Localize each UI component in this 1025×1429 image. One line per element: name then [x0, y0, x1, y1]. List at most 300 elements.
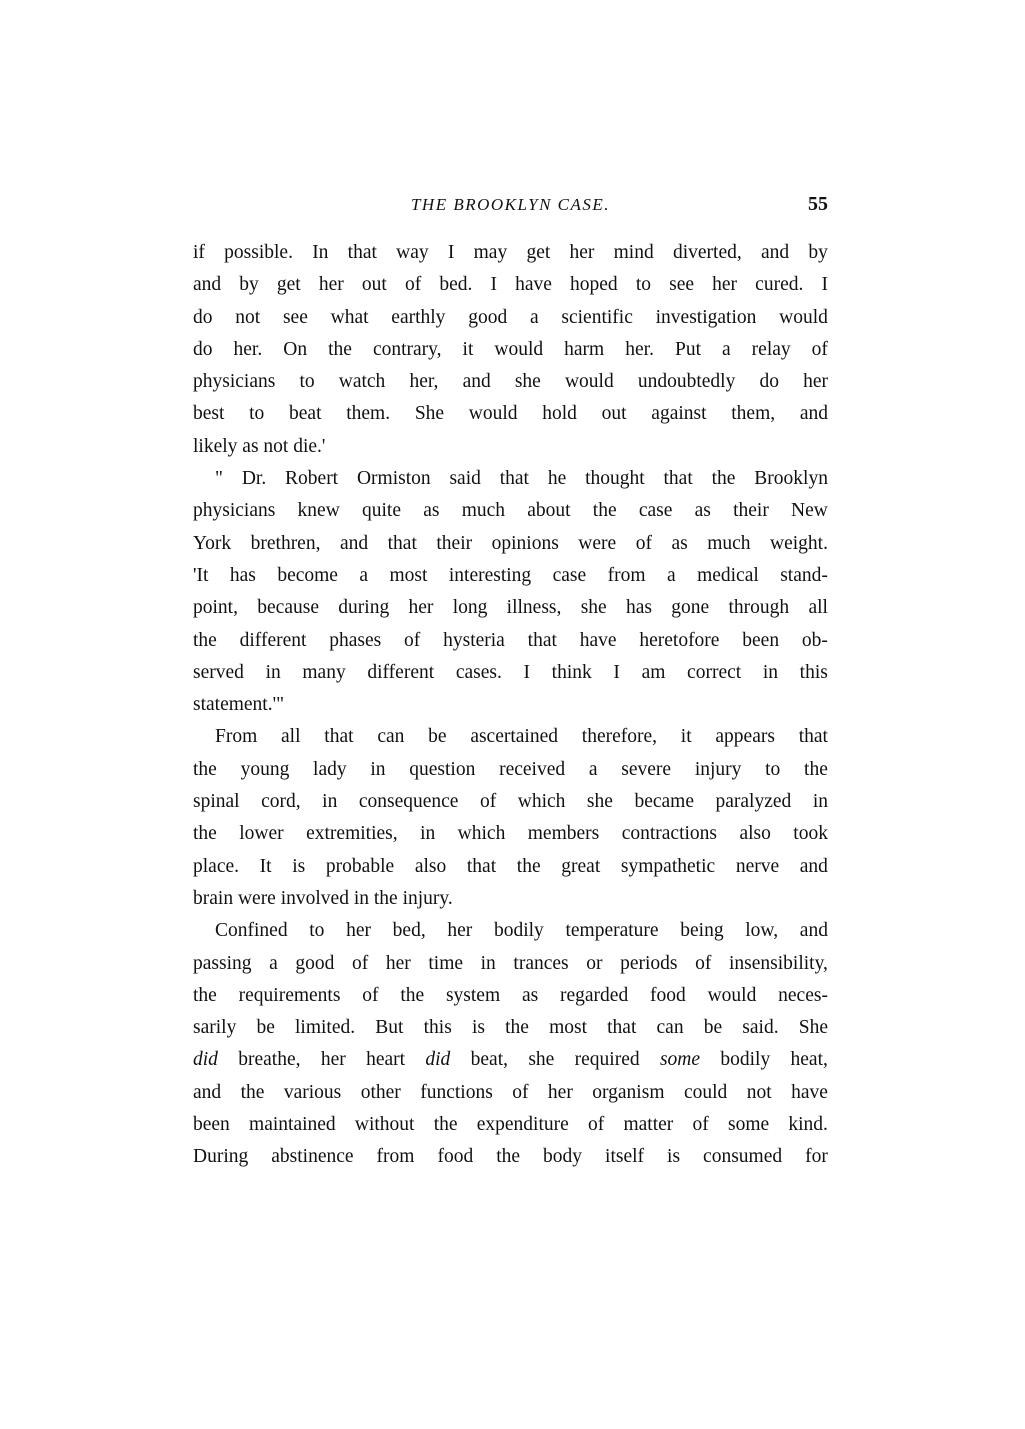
word: brain: [193, 887, 238, 909]
word: said: [449, 468, 481, 490]
word: see: [669, 274, 695, 296]
word: from: [376, 1146, 415, 1168]
word: her: [320, 1049, 346, 1071]
word: some: [727, 1114, 770, 1136]
word: also: [739, 823, 771, 845]
word: which: [457, 823, 506, 845]
word: sarily: [193, 1017, 237, 1039]
word: heat,: [790, 1049, 828, 1071]
word: can: [377, 726, 405, 748]
word: because: [257, 597, 319, 619]
word: to: [765, 758, 781, 780]
word: and: [760, 242, 790, 263]
word: have: [579, 629, 617, 651]
word: in: [370, 758, 386, 780]
word: body: [543, 1146, 583, 1168]
text-line: [193, 592, 828, 624]
word: contrary,: [372, 338, 442, 360]
word: lady: [313, 758, 347, 780]
word: that: [324, 726, 354, 748]
word: received: [499, 758, 566, 780]
word: do: [759, 371, 779, 393]
word: much: [461, 500, 506, 522]
word: good: [295, 952, 335, 974]
page-number: 55: [808, 193, 828, 215]
text-line: [193, 366, 828, 398]
word: injury.: [402, 887, 453, 909]
word: that: [607, 1017, 637, 1039]
word: of: [479, 791, 497, 813]
word: been: [193, 1114, 230, 1136]
word: ": [215, 468, 223, 490]
word: did: [425, 1049, 451, 1071]
word: a: [269, 952, 278, 974]
word: as: [694, 500, 711, 522]
word: in: [480, 952, 496, 974]
word: that: [387, 532, 417, 554]
running-title: THE BROOKLYN CASE.: [410, 195, 611, 214]
word: of: [635, 532, 652, 554]
word: that: [466, 855, 497, 877]
text-line: [193, 1044, 828, 1076]
word: the: [592, 500, 617, 522]
word: phases: [329, 629, 382, 651]
word: she: [528, 1049, 555, 1071]
word: abstinence: [271, 1146, 354, 1168]
text-line: [193, 463, 828, 495]
word: do: [193, 338, 213, 360]
text-line: [193, 528, 828, 560]
word: some: [659, 1049, 701, 1071]
word: different: [239, 629, 307, 651]
word: temperature: [565, 920, 659, 942]
word: be: [703, 1017, 723, 1039]
text-line: [193, 237, 828, 269]
word: organism: [592, 1081, 665, 1103]
word: the: [496, 1146, 521, 1168]
word: required: [574, 1049, 640, 1071]
word: the: [240, 1081, 265, 1103]
word: what: [330, 306, 369, 328]
word: of: [362, 984, 379, 1006]
word: of: [512, 1081, 529, 1103]
word: as: [521, 984, 539, 1006]
word: diverted,: [672, 242, 742, 263]
word: did: [193, 1049, 218, 1071]
word: been: [742, 629, 780, 651]
word: I: [490, 274, 497, 296]
word: if: [193, 242, 205, 263]
word: that: [527, 629, 557, 651]
word: to: [299, 371, 315, 393]
word: die.': [293, 435, 326, 457]
word: Put: [674, 338, 701, 360]
word: undoubtedly: [637, 371, 736, 393]
word: also: [414, 855, 447, 877]
word: their: [733, 500, 769, 522]
word: of: [404, 629, 421, 651]
word: mind: [613, 242, 654, 263]
text-line: [193, 818, 828, 850]
word: am: [641, 661, 666, 683]
word: it: [680, 726, 692, 748]
word: she: [580, 597, 607, 619]
word: contractions: [621, 823, 717, 845]
word: time: [428, 952, 464, 974]
word: a: [529, 306, 539, 328]
word: Robert: [285, 468, 339, 490]
word: lower: [239, 823, 284, 845]
word: her: [385, 952, 411, 974]
word: became: [634, 791, 694, 813]
word: great: [561, 855, 601, 877]
word: and: [193, 274, 222, 296]
word: From: [215, 726, 258, 748]
word: neces-: [778, 984, 828, 1006]
word: of: [404, 274, 422, 296]
word: point,: [193, 597, 238, 619]
word: the: [193, 984, 217, 1006]
word: quite: [362, 500, 402, 522]
word: Confined: [215, 920, 288, 942]
word: way: [396, 242, 429, 263]
word: matter: [623, 1114, 674, 1136]
text-line: [193, 915, 828, 947]
word: not: [746, 1081, 772, 1103]
word: or: [586, 952, 603, 974]
word: during: [338, 597, 390, 619]
word: trances: [513, 952, 569, 974]
word: and: [799, 403, 828, 425]
word: most: [549, 1017, 587, 1039]
word: be: [256, 1017, 275, 1039]
text-line: [193, 948, 828, 980]
word: heart: [366, 1049, 406, 1071]
word: She: [798, 1017, 828, 1039]
word: the: [804, 758, 828, 780]
word: in: [353, 887, 374, 909]
word: But: [375, 1017, 404, 1039]
word: cord,: [261, 791, 301, 813]
word: much: [707, 532, 751, 554]
word: not: [263, 435, 294, 457]
word: injury: [694, 758, 742, 780]
word: therefore,: [581, 726, 658, 748]
word: consequence: [358, 791, 459, 813]
word: has: [229, 564, 256, 586]
word: opinions: [491, 532, 559, 554]
word: weight.: [770, 532, 828, 554]
text-line: [193, 560, 828, 592]
word: in: [812, 791, 828, 813]
word: is: [667, 1146, 681, 1168]
word: case: [638, 500, 673, 522]
word: be: [428, 726, 447, 748]
word: spinal: [193, 791, 240, 813]
word: regarded: [560, 984, 629, 1006]
word: I: [613, 661, 620, 683]
word: York: [193, 532, 232, 554]
word: her: [803, 371, 828, 393]
word: gone: [671, 597, 710, 619]
word: system: [445, 984, 501, 1006]
word: her: [318, 274, 344, 296]
word: may: [473, 242, 508, 263]
word: breathe,: [238, 1049, 301, 1071]
word: against: [651, 403, 707, 425]
word: she: [586, 791, 613, 813]
word: low,: [745, 920, 779, 942]
word: to: [309, 920, 325, 942]
word: and: [339, 532, 369, 554]
word: appears: [715, 726, 775, 748]
word: various: [283, 1081, 342, 1103]
word: and: [799, 920, 828, 942]
word: her: [547, 1081, 573, 1103]
word: beat,: [470, 1049, 508, 1071]
word: could: [683, 1081, 728, 1103]
word: severe: [621, 758, 672, 780]
word: hysteria: [443, 629, 505, 651]
word: she: [514, 371, 541, 393]
word: not: [235, 306, 261, 328]
word: to: [635, 274, 651, 296]
word: extremities,: [306, 823, 398, 845]
word: New: [791, 500, 828, 522]
text-line: [193, 883, 828, 915]
word: food: [437, 1146, 474, 1168]
word: best: [193, 403, 225, 425]
word: her: [712, 274, 738, 296]
word: I: [821, 274, 828, 296]
word: In: [312, 242, 329, 263]
word: their: [436, 532, 473, 554]
word: said.: [742, 1017, 779, 1039]
paragraph: [193, 237, 828, 463]
word: through: [728, 597, 790, 619]
paragraph: [193, 915, 828, 1173]
word: and: [799, 855, 828, 877]
word: would: [564, 371, 614, 393]
word: and: [462, 371, 491, 393]
page-header: [193, 193, 828, 223]
word: took: [793, 823, 828, 845]
word: relay: [751, 338, 791, 360]
word: the: [711, 468, 736, 490]
word: of: [692, 1114, 709, 1136]
word: functions: [420, 1081, 493, 1103]
word: knew: [297, 500, 340, 522]
word: would: [707, 984, 757, 1006]
text-line: [193, 657, 828, 689]
word: her: [569, 242, 595, 263]
word: is: [292, 855, 306, 877]
word: young: [240, 758, 290, 780]
word: of: [588, 1114, 605, 1136]
word: involved: [280, 887, 354, 909]
word: in: [322, 791, 338, 813]
word: a: [588, 758, 598, 780]
word: paralyzed: [715, 791, 792, 813]
word: as: [423, 500, 440, 522]
word: passing: [193, 952, 252, 974]
word: hold: [542, 403, 577, 425]
word: correct: [687, 661, 742, 683]
text-line: [193, 689, 828, 721]
word: I: [447, 242, 455, 263]
word: long: [452, 597, 488, 619]
word: many: [302, 661, 346, 683]
word: the: [516, 855, 541, 877]
word: illness,: [506, 597, 562, 619]
word: a: [722, 338, 731, 360]
word: bed,: [392, 920, 426, 942]
word: served: [193, 661, 244, 683]
word: in: [265, 661, 281, 683]
word: itself: [605, 1146, 645, 1168]
word: the: [400, 984, 425, 1006]
word: probable: [325, 855, 395, 877]
word: different: [367, 661, 435, 683]
word: get: [276, 274, 301, 296]
text-line: [193, 1141, 828, 1173]
word: this: [799, 661, 828, 683]
word: as: [242, 435, 264, 457]
text-line: [193, 269, 828, 301]
word: likely: [193, 435, 243, 457]
body-text: [193, 237, 828, 1174]
word: of: [351, 952, 369, 974]
word: would: [494, 338, 544, 360]
word: case: [552, 564, 587, 586]
word: her.: [233, 338, 263, 360]
word: bed.: [439, 274, 473, 296]
word: in: [762, 661, 778, 683]
word: cured.: [755, 274, 804, 296]
word: insensibility,: [728, 952, 828, 974]
word: hoped: [570, 274, 618, 296]
text-line: [193, 431, 828, 463]
word: her,: [409, 371, 439, 393]
word: them,: [731, 403, 776, 425]
word: Dr.: [241, 468, 267, 490]
word: food: [650, 984, 686, 1006]
text-line: [193, 1012, 828, 1044]
word: do: [193, 306, 213, 328]
word: most: [389, 564, 428, 586]
word: see: [282, 306, 308, 328]
word: sympathetic: [620, 855, 716, 877]
text-line: [193, 625, 828, 657]
word: the: [193, 758, 217, 780]
text-line: [193, 980, 828, 1012]
word: the: [373, 887, 403, 909]
word: which: [517, 791, 566, 813]
word: would: [468, 403, 518, 425]
word: out: [601, 403, 627, 425]
word: Brooklyn: [754, 468, 828, 490]
word: about: [527, 500, 571, 522]
word: earthly: [391, 306, 446, 328]
text-line: [193, 495, 828, 527]
word: On: [283, 338, 308, 360]
word: of: [811, 338, 828, 360]
word: were: [237, 887, 281, 909]
text-line: [193, 1077, 828, 1109]
word: She: [414, 403, 445, 425]
text-line: [193, 786, 828, 818]
word: by: [808, 242, 828, 263]
word: have: [791, 1081, 828, 1103]
text-line: [193, 398, 828, 430]
word: requirements: [238, 984, 341, 1006]
word: place.: [193, 855, 240, 877]
word: has: [625, 597, 652, 619]
word: a: [359, 564, 369, 586]
word: harm: [564, 338, 605, 360]
word: get: [526, 242, 551, 263]
word: all: [808, 597, 828, 619]
word: this: [423, 1017, 452, 1039]
paragraph: [193, 721, 828, 915]
word: for: [805, 1146, 828, 1168]
word: of: [695, 952, 712, 974]
word: a: [666, 564, 676, 586]
word: 'It: [193, 564, 209, 586]
word: and: [193, 1081, 222, 1103]
word: out: [361, 274, 387, 296]
word: During: [193, 1146, 249, 1168]
word: other: [360, 1081, 401, 1103]
word: cases.: [455, 661, 502, 683]
text-line: [193, 302, 828, 334]
word: would: [779, 306, 828, 328]
word: periods: [620, 952, 678, 974]
text-line: [193, 1109, 828, 1141]
text-line: [193, 851, 828, 883]
word: investigation: [655, 306, 757, 328]
word: is: [471, 1017, 485, 1039]
paragraph: [193, 463, 828, 721]
word: scientific: [561, 306, 633, 328]
word: maintained: [249, 1114, 336, 1136]
word: as: [671, 532, 688, 554]
word: her: [408, 597, 434, 619]
word: heretofore: [639, 629, 720, 651]
word: beat: [289, 403, 322, 425]
word: think: [551, 661, 592, 683]
word: expenditure: [476, 1114, 569, 1136]
word: bodily: [720, 1049, 771, 1071]
word: possible.: [224, 242, 293, 263]
word: by: [239, 274, 259, 296]
text-line: [193, 721, 828, 753]
word: were: [578, 532, 617, 554]
word: become: [277, 564, 338, 586]
word: can: [656, 1017, 684, 1039]
word: that: [347, 242, 377, 263]
word: without: [354, 1114, 415, 1136]
word: the: [193, 629, 217, 651]
word: I: [523, 661, 530, 683]
word: them.: [346, 403, 391, 425]
word: statement.'": [193, 694, 285, 716]
word: good: [468, 306, 508, 328]
word: that: [499, 468, 529, 490]
word: bodily: [493, 920, 544, 942]
text-line: [193, 754, 828, 786]
word: the: [433, 1114, 458, 1136]
